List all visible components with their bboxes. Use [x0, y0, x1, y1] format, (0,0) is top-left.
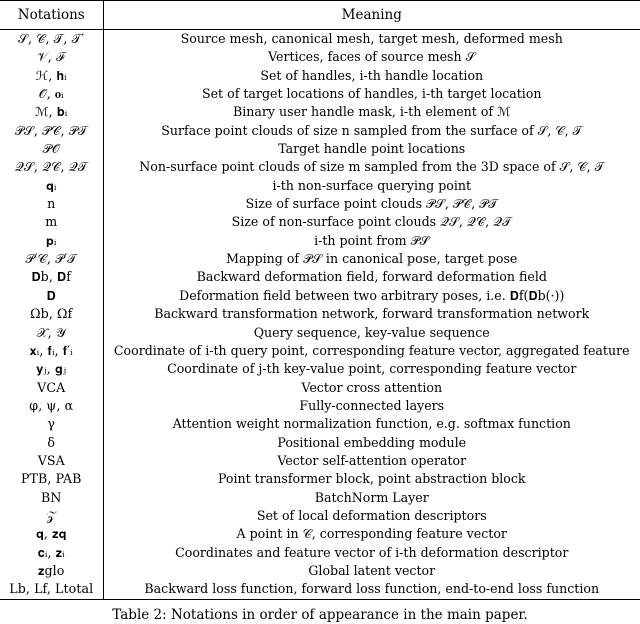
meaning-cell: A point in 𝒞, corresponding feature vector — [236, 526, 507, 542]
notation-cell: n — [0, 195, 103, 213]
table-row — [0, 268, 640, 286]
meaning-cell: Size of surface point clouds 𝒫𝒮, 𝒫𝒞, 𝒫𝒯 — [245, 196, 498, 212]
table-row — [0, 342, 640, 360]
table-row — [0, 232, 640, 250]
notation-cell: 𝐜ᵢ, 𝐳ᵢ — [0, 544, 103, 562]
table-row — [0, 507, 640, 525]
notation-cell: ℋ, 𝐡ᵢ — [0, 67, 103, 85]
meaning-cell: Vector cross attention — [301, 379, 443, 395]
meaning-cell: Backward transformation network, forward transformation network — [154, 306, 590, 322]
table-row — [0, 544, 640, 562]
table-row — [0, 324, 640, 342]
table-row — [0, 48, 640, 66]
notation-cell: 𝒳, 𝒴 — [0, 324, 103, 342]
table-row — [0, 67, 640, 85]
meaning-cell: Fully-connected layers — [299, 397, 445, 413]
table-row — [0, 580, 640, 599]
table-row — [0, 452, 640, 470]
table-row — [0, 122, 640, 140]
notation-cell: BN — [0, 489, 103, 507]
notation-cell: 𝐪, 𝐳𝐪 — [0, 525, 103, 543]
notation-cell: PTB, PAB — [0, 470, 103, 488]
meaning-cell: Global latent vector — [308, 562, 436, 578]
meaning-cell: Coordinate of j-th key-value point, corresponding feature vector — [167, 361, 577, 377]
meaning-cell: Coordinate of i-th query point, corresponding feature vector, aggregated feature — [113, 342, 630, 358]
notation-cell: VCA — [0, 379, 103, 397]
table-row — [0, 434, 640, 452]
notation-cell: 𝐩ᵢ — [0, 232, 103, 250]
table-row — [0, 525, 640, 543]
meaning-cell: Surface point clouds of size n sampled from the surface of 𝒮, 𝒞, 𝒯 — [161, 122, 583, 138]
meaning-cell: Deformation field between two arbitrary poses, i.e. 𝐃f(𝐃b(·)) — [179, 287, 565, 303]
table-row — [0, 287, 640, 305]
meaning-cell: Vector self-attention operator — [277, 452, 467, 468]
meaning-cell: Query sequence, key-value sequence — [253, 324, 490, 340]
table-row — [0, 140, 640, 158]
meaning-column-header: Meaning — [103, 1, 640, 30]
notation-cell: φ, ψ, α — [0, 397, 103, 415]
meaning-cell: Set of target locations of handles, i-th target location — [201, 86, 542, 102]
table-caption: Table 2: Notations in order of appearance in the main paper. — [112, 607, 528, 623]
notation-cell: Lb, Lf, Ltotal — [0, 580, 103, 599]
notation-cell: 𝐱ᵢ, 𝐟ᵢ, 𝐟′ᵢ — [0, 342, 103, 360]
table-row — [0, 470, 640, 488]
meaning-cell: Mapping of 𝒫𝒮 in canonical pose, target pose — [226, 251, 518, 267]
notations-column-header: Notations — [0, 1, 103, 30]
meaning-cell: Backward loss function, forward loss function, end-to-end loss function — [103, 580, 640, 599]
notation-cell: 𝒬𝒮, 𝒬𝒞, 𝒬𝒯 — [0, 158, 103, 176]
notation-cell: 𝒮, 𝒞, 𝒯, 𝒯′ — [0, 30, 103, 49]
table-row — [0, 397, 640, 415]
table-row — [0, 85, 640, 103]
meaning-cell: BatchNorm Layer — [314, 489, 429, 505]
table-row — [0, 415, 640, 433]
notation-cell: VSA — [0, 452, 103, 470]
notation-cell: 𝒪, 𝐨ᵢ — [0, 85, 103, 103]
table-row — [0, 158, 640, 176]
notation-cell: δ — [0, 434, 103, 452]
table-header-row — [0, 1, 640, 30]
table-row — [0, 305, 640, 323]
notation-cell: 𝐃 — [0, 287, 103, 305]
table-row — [0, 489, 640, 507]
notation-cell: 𝐪ᵢ — [0, 177, 103, 195]
table-row — [0, 213, 640, 231]
meaning-cell: Point transformer block, point abstraction block — [217, 471, 526, 487]
notation-cell: 𝐳glo — [0, 562, 103, 580]
meaning-cell: Positional embedding module — [277, 434, 467, 450]
meaning-cell: Set of local deformation descriptors — [256, 507, 487, 523]
meaning-cell: i-th point from 𝒫𝒮 — [314, 232, 430, 248]
meaning-cell: Size of non-surface point clouds 𝒬𝒮, 𝒬𝒞, 𝒬𝒯 — [231, 214, 512, 230]
table-row — [0, 177, 640, 195]
table-row — [0, 360, 640, 378]
meaning-cell: Set of handles, i-th handle location — [260, 67, 484, 83]
meaning-cell: Coordinates and feature vector of i-th deformation descriptor — [175, 544, 569, 560]
notation-cell: 𝒱, ℱ — [0, 48, 103, 66]
meaning-cell: Binary user handle mask, i-th element of ℳ — [232, 104, 511, 120]
table-row — [0, 30, 640, 49]
table-row — [0, 250, 640, 268]
table-row — [0, 379, 640, 397]
table-row — [0, 103, 640, 121]
notation-cell: 𝐲ⱼ, 𝐠ⱼ — [0, 360, 103, 378]
notation-cell: Ωb, Ωf — [0, 305, 103, 323]
meaning-cell: Backward deformation field, forward deformation field — [196, 269, 547, 285]
table-row — [0, 195, 640, 213]
meaning-cell: Non-surface point clouds of size m sampled from the 3D space of 𝒮, 𝒞, 𝒯 — [139, 159, 605, 175]
meaning-cell: i-th non-surface querying point — [272, 177, 472, 193]
meaning-cell: Vertices, faces of source mesh 𝒮 — [268, 49, 476, 65]
notation-cell: 𝒫′𝒞, 𝒫′𝒯 — [0, 250, 103, 268]
meaning-cell: Target handle point locations — [278, 141, 466, 157]
meaning-cell: Source mesh, canonical mesh, target mesh, deformed mesh — [180, 31, 563, 46]
notation-cell: 𝐃b, 𝐃f — [0, 268, 103, 286]
table-row — [0, 562, 640, 580]
meaning-cell: Attention weight normalization function, e.g. softmax function — [172, 416, 571, 432]
notation-cell: 𝒫𝒪 — [0, 140, 103, 158]
notation-cell: 𝒫𝒮, 𝒫𝒞, 𝒫𝒯 — [0, 122, 103, 140]
notation-cell: m — [0, 213, 103, 231]
notation-cell: 𝒵 — [0, 507, 103, 525]
notation-cell: ℳ, 𝐛ᵢ — [0, 103, 103, 121]
notation-cell: γ — [0, 415, 103, 433]
